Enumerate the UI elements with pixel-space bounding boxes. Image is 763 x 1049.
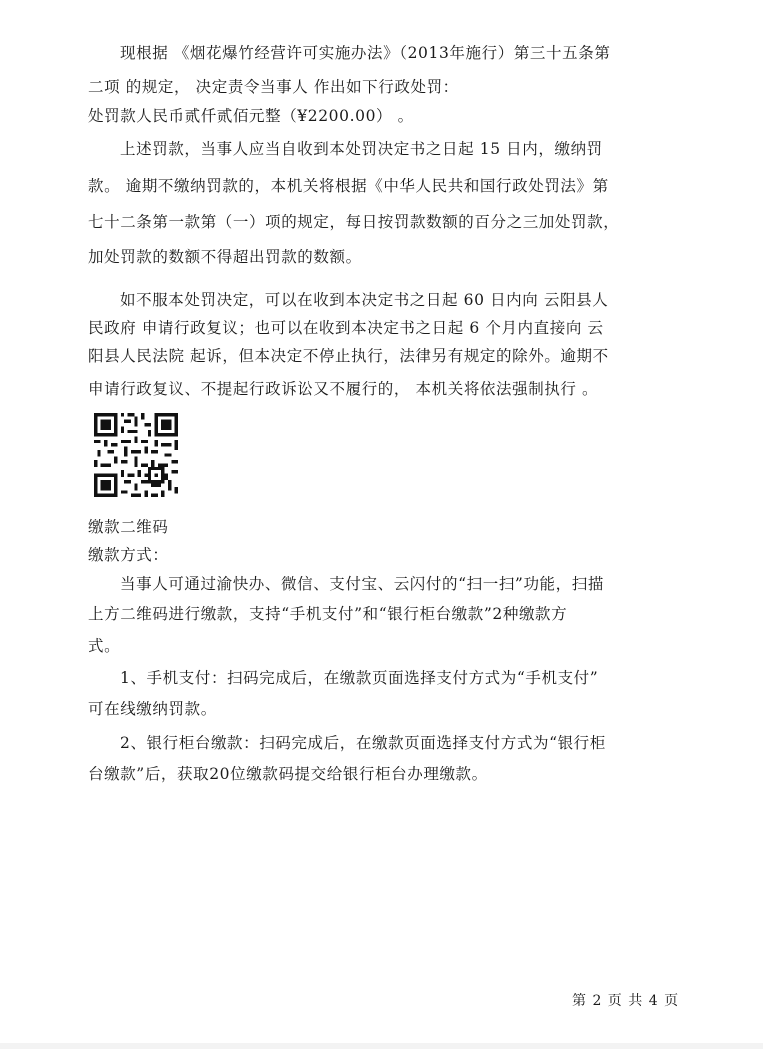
text-line: 民政府 申请行政复议；也可以在收到本决定书之日起 6 个月内直接向 云 <box>88 319 604 337</box>
text-line: 2、银行柜台缴款：扫码完成后，在缴款页面选择支付方式为“银行柜 <box>120 734 606 752</box>
text-line: 如不服本处罚决定，可以在收到本决定书之日起 60 日内向 云阳县人 <box>120 291 609 309</box>
text-line: 台缴款”后，获取20位缴款码提交给银行柜台办理缴款。 <box>88 765 488 783</box>
section-heading: 缴款方式： <box>88 546 169 564</box>
text-line: 当事人可通过渝快办、微信、支付宝、云闪付的“扫一扫”功能，扫描 <box>120 575 604 593</box>
qr-caption: 缴款二维码 <box>88 518 169 536</box>
text-line: 阳县人民法院 起诉，但本决定不停止执行，法律另有规定的除外。逾期不 <box>88 347 609 365</box>
text-line: 可在线缴纳罚款。 <box>88 700 217 718</box>
page-bottom-edge <box>0 1043 763 1049</box>
text-line: 上方二维码进行缴款，支持“手机支付”和“银行柜台缴款”2种缴款方 <box>88 605 568 623</box>
page-number-footer: 第 2 页 共 4 页 <box>572 993 680 1009</box>
text-line: 处罚款人民币贰仟贰佰元整（¥2200.00） 。 <box>88 107 414 125</box>
text-line: 七十二条第一款第（一）项的规定，每日按罚款数额的百分之三加处罚款， <box>88 213 620 231</box>
text-line: 1、手机支付：扫码完成后，在缴款页面选择支付方式为“手机支付” <box>120 669 599 687</box>
text-line: 现根据 《烟花爆竹经营许可实施办法》（2013年施行）第三十五条第 <box>120 44 611 62</box>
text-line: 上述罚款，当事人应当自收到本处罚决定书之日起 15 日内，缴纳罚 <box>120 140 603 158</box>
text-line: 加处罚款的数额不得超出罚款的数额。 <box>88 248 362 266</box>
text-line: 二项 的规定， 决定责令当事人 作出如下行政处罚： <box>88 78 459 96</box>
text-line: 款。 逾期不缴纳罚款的，本机关将根据《中华人民共和国行政处罚法》第 <box>88 177 609 195</box>
text-line: 申请行政复议、不提起行政诉讼又不履行的， 本机关将依法强制执行 。 <box>88 380 599 398</box>
payment-qr-code[interactable] <box>94 413 178 497</box>
text-line: 式。 <box>88 637 121 655</box>
